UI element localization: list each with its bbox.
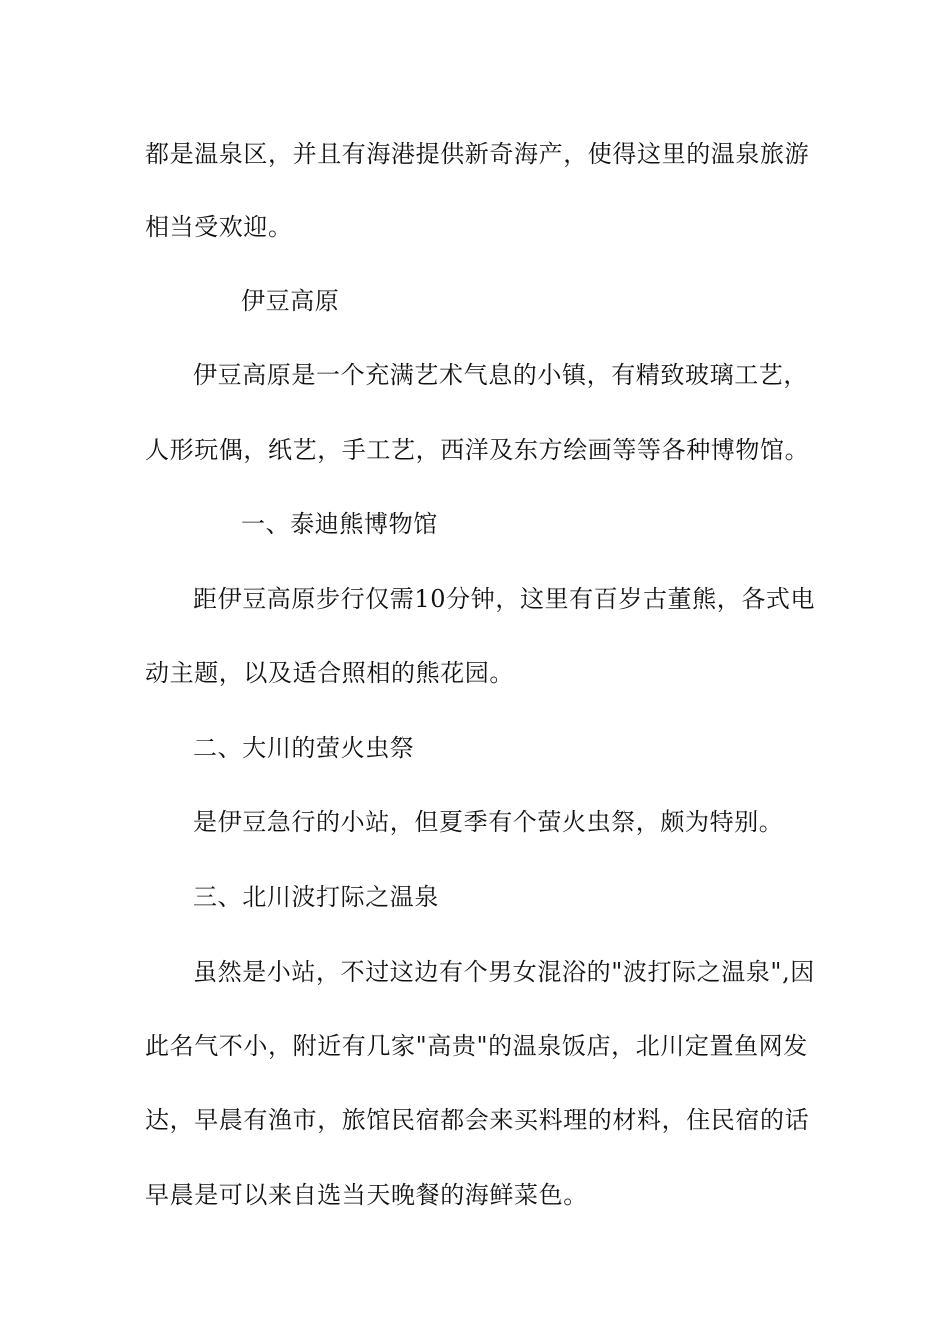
section-heading-hokkawa-onsen: 三、北川波打际之温泉 <box>193 883 439 911</box>
paragraph-line: 伊豆高原是一个充满艺术气息的小镇，有精致玻璃工艺， <box>193 361 808 389</box>
section-heading-teddy-bear-museum: 一、泰迪熊博物馆 <box>241 510 438 538</box>
paragraph-line: 动主题，以及适合照相的熊花园。 <box>145 659 514 687</box>
section-heading-izu-kogen: 伊豆高原 <box>241 287 340 315</box>
paragraph-line: 人形玩偶，纸艺，手工艺，西洋及东方绘画等等各种博物馆。 <box>145 436 810 464</box>
paragraph-line: 虽然是小站，不过这边有个男女混浴的"波打际之温泉",因 <box>193 958 815 986</box>
section-heading-firefly-festival: 二、大川的萤火虫祭 <box>193 734 415 762</box>
paragraph-line: 是伊豆急行的小站，但夏季有个萤火虫祭，颇为特别。 <box>193 808 784 836</box>
paragraph-line: 达，早晨有渔市，旅馆民宿都会来买料理的材料，住民宿的话 <box>145 1106 810 1134</box>
paragraph-line: 都是温泉区，并且有海港提供新奇海产，使得这里的温泉旅游 <box>145 140 810 168</box>
paragraph-line: 距伊豆高原步行仅需10分钟，这里有百岁古董熊，各式电 <box>193 585 816 613</box>
paragraph-line: 早晨是可以来自选当天晚餐的海鲜菜色。 <box>145 1181 588 1209</box>
paragraph-line: 相当受欢迎。 <box>145 213 293 241</box>
paragraph-line: 此名气不小，附近有几家"高贵"的温泉饭店，北川定置鱼网发 <box>145 1032 808 1060</box>
